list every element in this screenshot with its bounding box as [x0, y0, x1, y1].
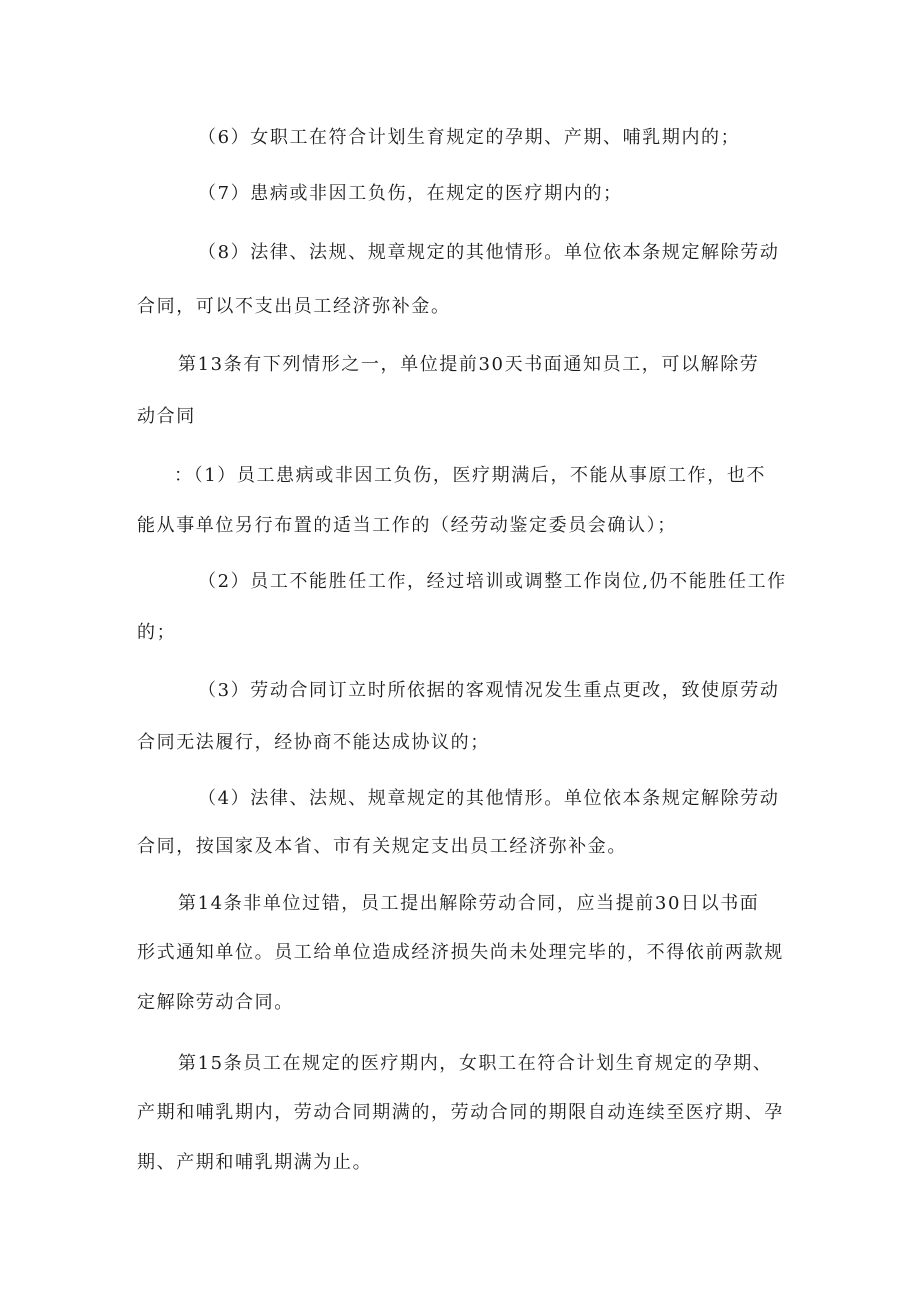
article-13-item-4-line-2: 合同，按国家及本省、市有关规定支出员工经济弥补金。 [137, 836, 627, 857]
article-13-item-2-line-1: （2）员工不能胜任工作，经过培训或调整工作岗位,仍不能胜任工作 [198, 571, 787, 592]
article-13-item-1-line-2: 能从事单位另行布置的适当工作的（经劳动鉴定委员会确认）； [137, 515, 677, 536]
item-7-line-1: （7）患病或非因工负伤，在规定的医疗期内的； [198, 183, 623, 204]
article-13-item-3-line-2: 合同无法履行，经协商不能达成协议的； [137, 732, 490, 753]
article-15-line-1: 第15条员工在规定的医疗期内，女职工在符合计划生育规定的孕期、 [178, 1053, 773, 1074]
article-14-line-1: 第14条非单位过错，员工提出解除劳动合同，应当提前30日以书面 [178, 893, 760, 914]
item-8-line-2: 合同，可以不支出员工经济弥补金。 [137, 296, 451, 317]
article-14-line-3: 定解除劳动合同。 [137, 992, 294, 1013]
article-13-item-2-line-2: 的； [137, 622, 177, 643]
article-13-item-1-line-1: ：（1）员工患病或非因工负伤，医疗期满后，不能从事原工作，也不 [174, 465, 767, 486]
article-15-line-3: 期、产期和哺乳期满为止。 [137, 1152, 373, 1173]
article-13-item-4-line-1: （4）法律、法规、规章规定的其他情形。单位依本条规定解除劳动 [198, 788, 780, 809]
article-15-line-2: 产期和哺乳期内，劳动合同期满的，劳动合同的期限自动连续至医疗期、孕 [137, 1102, 784, 1123]
article-13-line-2: 动合同 [137, 406, 196, 427]
item-8-line-1: （8）法律、法规、规章规定的其他情形。单位依本条规定解除劳动 [198, 242, 780, 263]
article-13-item-3-line-1: （3）劳动合同订立时所依据的客观情况发生重点更改，致使原劳动 [198, 680, 780, 701]
article-14-line-2: 形式通知单位。员工给单位造成经济损失尚未处理完毕的，不得依前两款规 [137, 942, 784, 963]
article-13-line-1: 第13条有下列情形之一，单位提前30天书面通知员工，可以解除劳 [178, 354, 760, 375]
item-6-line-1: （6）女职工在符合计划生育规定的孕期、产期、哺乳期内的； [198, 127, 741, 148]
